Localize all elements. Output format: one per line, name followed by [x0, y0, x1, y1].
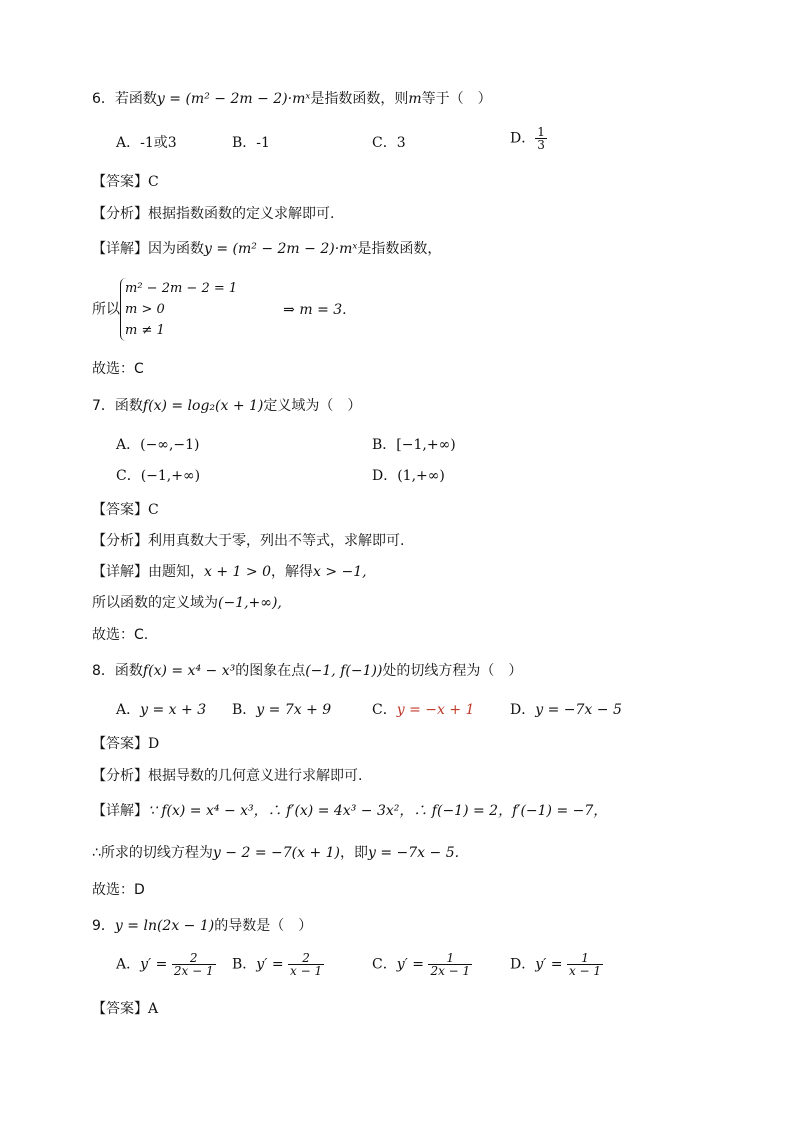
q7-domain: 所以函数的定义域为(−1,+∞),: [92, 595, 282, 611]
q6-answer: 【答案】C: [92, 174, 159, 190]
q6-equation-system: m² − 2m − 2 = 1 m > 0 m ≠ 1: [120, 278, 237, 341]
q6-option-a: A．-1或3: [116, 135, 177, 151]
q6-option-d: D． $\frac{1}{3}$: [510, 125, 545, 152]
q7-stem: 7．函数f(x) = log₂(x + 1)定义域为（ ）: [92, 398, 362, 414]
q6-option-d-fraction: $\frac{1}{3}$: [537, 125, 545, 152]
q6-choose: 故选：C: [92, 361, 144, 377]
q6-analysis: 【分析】根据指数函数的定义求解即可.: [92, 206, 335, 222]
q9-option-b: B．y′ = $\frac{2}{x - 1}$: [232, 951, 323, 978]
q8-answer: 【答案】D: [92, 736, 160, 752]
q8-analysis: 【分析】根据导数的几何意义进行求解即可.: [92, 768, 363, 784]
q7-choose: 故选：C.: [92, 627, 149, 643]
q9-answer: 【答案】A: [92, 1001, 159, 1017]
q7-option-b: B．[−1,+∞): [372, 437, 456, 453]
q6-stem-expr: y = (m² − 2m − 2)·mˣ: [156, 91, 311, 107]
q7-detail: 【详解】由题知，x + 1 > 0，解得x > −1,: [92, 564, 367, 580]
q9-option-d: D．y′ = $\frac{1}{x - 1}$: [510, 951, 602, 978]
q9-option-c: C．y′ = $\frac{1}{2x - 1}$: [372, 951, 471, 978]
q8-option-c: C．y = −x + 1: [372, 702, 475, 718]
q9-stem: 9．y = ln(2x − 1)的导数是（ ）: [92, 918, 313, 934]
q8-option-b: B．y = 7x + 9: [232, 702, 332, 718]
q7-option-c: C．(−1,+∞): [116, 468, 201, 484]
q8-tangent: ∴所求的切线方程为y − 2 = −7(x + 1)，即y = −7x − 5.: [92, 845, 460, 861]
q8-option-a: A．y = x + 3: [116, 702, 207, 718]
q6-option-c: C．3: [372, 135, 406, 151]
q6-detail: 【详解】因为函数y = (m² − 2m − 2)·mˣ是指数函数，: [92, 241, 442, 257]
q7-answer: 【答案】C: [92, 502, 159, 518]
q7-option-d: D．(1,+∞): [372, 468, 445, 484]
q6-system-line: 所以 m² − 2m − 2 = 1 m > 0 m ≠ 1 ⇒ m = 3.: [92, 278, 347, 341]
q8-option-d: D．y = −7x − 5: [510, 702, 622, 718]
q7-option-a: A．(−∞,−1): [116, 437, 200, 453]
q6-option-b: B．-1: [232, 135, 270, 151]
q8-detail: 【详解】∵ f(x) = x⁴ − x³，∴ f′(x) = 4x³ − 3x²，∴ f(−1) = 2，f′(−1) = −7，: [92, 803, 608, 819]
q8-choose: 故选：D: [92, 882, 145, 898]
q6-stem: 6．若函数y = (m² − 2m − 2)·mˣ是指数函数，则m等于（ ）: [92, 91, 492, 107]
q9-option-a: A．y′ = $\frac{2}{2x - 1}$: [116, 951, 214, 978]
q8-stem: 8．函数f(x) = x⁴ − x³的图象在点(−1, f(−1))处的切线方程为（ ）: [92, 663, 523, 679]
q7-analysis: 【分析】利用真数大于零，列出不等式，求解即可.: [92, 533, 405, 549]
